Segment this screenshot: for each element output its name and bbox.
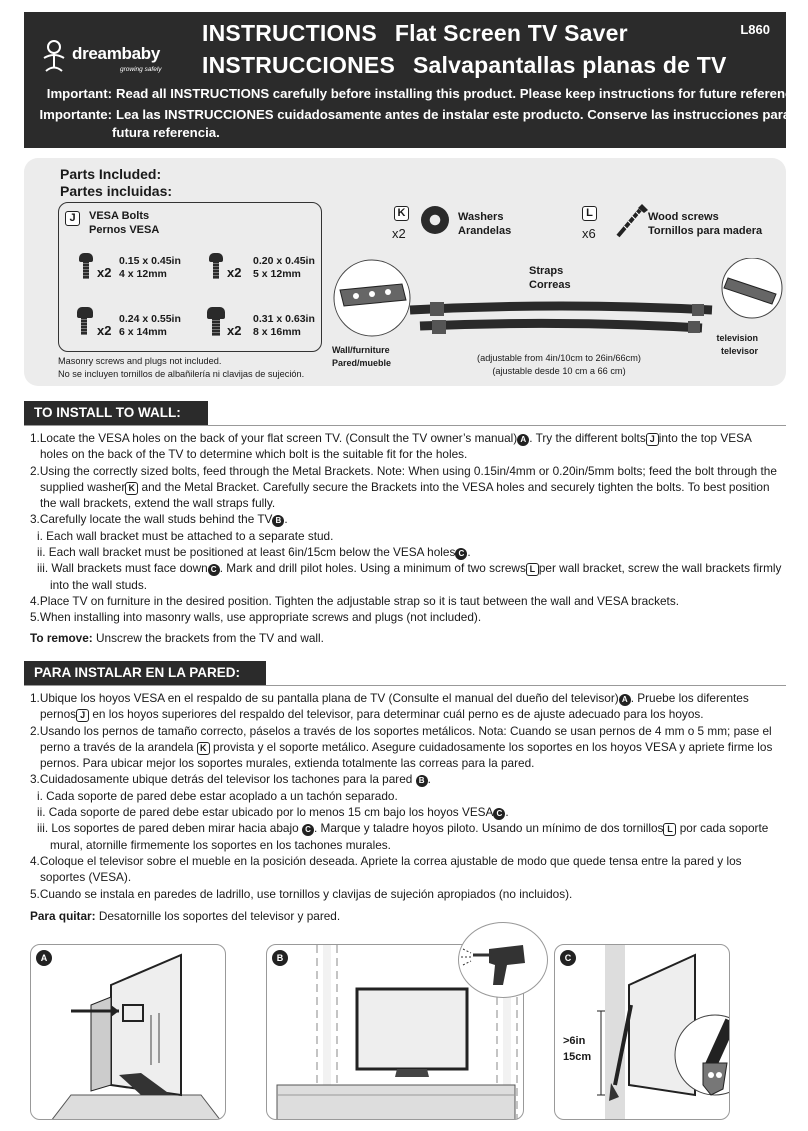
paso-5: 5.Cuando se instala en paredes de ladrillo, use tornillos y clavijas de sujeción apropiados (no incluidos).: [30, 886, 573, 901]
wall-label-es: Pared/mueble: [332, 358, 392, 368]
bolt-size-in: 0.15 x 0.45in: [119, 255, 181, 267]
remove-note: [30, 630, 782, 646]
paso-1: [30, 690, 782, 723]
parts-title-es: Partes incluidas:: [60, 183, 173, 199]
paso-3-iii-text: . Marque y taladre hoyos piloto. Usando un mínimo de dos tornillos: [313, 821, 664, 836]
screws-qty: x6: [582, 226, 596, 241]
measurement-cm: 15cm: [563, 1051, 592, 1063]
washers-name: [458, 210, 511, 238]
section-heading-es: PARA INSTALAR EN LA PARED:: [24, 661, 266, 685]
paso-3-i: i. Cada soporte de pared debe estar acoplado a un tachón separado.: [37, 788, 398, 803]
step-3: 3.Carefully locate the wall studs behind the TV B .: [30, 512, 288, 527]
step-3-ii-text: ii. Each wall bracket must be positioned at least 6in/15cm below the VESA holes: [37, 545, 456, 560]
step-3-iii: [30, 560, 782, 593]
title-en-sub: Flat Screen TV Saver: [394, 20, 628, 46]
step-3-ii: ii. Each wall bracket must be positioned at least 6in/15cm below the VESA holes C .: [37, 545, 471, 560]
strap-adjust-note: [444, 352, 674, 378]
wall-label: [332, 344, 391, 370]
tv-label-es: televisor: [720, 346, 758, 356]
bolt-icon: [77, 307, 91, 333]
paso-2-text: provista y el soporte metálico. Asegure cuidadosamente los soportes en los hoyos VESA y apriete firme los pernos. Para ubicar mejor los soportes murales, extienda totalmente las correas para la pared.: [40, 739, 773, 771]
ref-k-icon: K: [197, 742, 210, 755]
parts-note-en: Masonry screws and plugs not included.: [58, 356, 222, 366]
figure-c: [554, 944, 730, 1120]
paso-4: 4.Coloque el televisor sobre el mueble en la posición deseada. Apriete la correa ajustable de modo que quede tensa entre la pared y los soportes (VESA).: [30, 853, 742, 885]
step-3-iii-text: . Mark and drill pilot holes. Using a minimum of two screws: [219, 561, 526, 576]
bolt-qty: x2: [97, 323, 112, 338]
title-es-sub: Salvapantallas planas de TV: [413, 52, 727, 78]
paso-1-text: 1.Ubique los hoyos VESA en el respaldo de su pantalla plana de TV (Consulte el manual del dueño del televisor): [30, 691, 619, 705]
paso-3-iii-text: iii. Los soportes de pared deben mirar hacia abajo: [37, 821, 299, 836]
bolt-size-in: 0.24 x 0.55in: [119, 313, 181, 325]
remove-text: Unscrew the brackets from the TV and wall.: [96, 630, 324, 645]
ref-b-icon: B: [416, 775, 428, 787]
step-1-text: into the top VESA holes on the back of the TV to determine which bolt is the suitable fit for the holes.: [40, 431, 752, 462]
washers-name-es: Arandelas: [458, 225, 512, 237]
bolt-size-mm: 4 x 12mm: [119, 268, 167, 280]
bolt-size-mm: 5 x 12mm: [253, 268, 301, 280]
remove-text-es: Desatornille los soportes del televisor y pared.: [98, 908, 341, 923]
paso-3: 3.Cuidadosamente ubique detrás del televisor los tachones para la pared B .: [30, 772, 431, 787]
parts-title: [60, 166, 172, 200]
step-3-iii-text: iii. Wall brackets must face down: [37, 561, 208, 576]
screws-name-en: Wood screws: [648, 211, 719, 223]
ref-c-icon: C: [455, 548, 467, 560]
tv-label-en: television: [716, 333, 758, 343]
part-letter-k: K: [394, 206, 409, 221]
bolt-qty: x2: [227, 323, 242, 338]
step-1-text: . Try the different bolts: [529, 431, 646, 445]
ref-c-icon: C: [302, 824, 314, 836]
ref-j-icon: J: [646, 433, 659, 446]
paso-3-iii: [30, 820, 782, 853]
important-es-label: Importante:: [39, 107, 112, 122]
bolt-icon: [79, 253, 93, 279]
step-2-text: and the Metal Bracket. Carefully secure the Brackets into the VESA holes and securely tighten the bolts. To best position the wall brackets, extend the wall straps fully.: [40, 479, 770, 511]
paso-2-text: 2.Usando los pernos de tamaño correcto, páselos a través de los soportes metálicos. Nota: Cuando se usan pernos de 4 mm o 5 mm; pase el perno a través de la arandela: [30, 723, 772, 754]
ref-b-icon: B: [272, 515, 284, 527]
remove-label: To remove:: [30, 630, 93, 645]
ref-c-icon: C: [208, 564, 220, 576]
vesa-bolts-box: [58, 202, 322, 352]
ref-k-icon: K: [125, 482, 138, 495]
bolt-size-in: 0.20 x 0.45in: [253, 255, 315, 267]
step-2: [30, 463, 782, 512]
step-1-text: 1.Locate the VESA holes on the back of your flat screen TV. (Consult the TV owner’s manual): [30, 431, 518, 445]
wood-screw-icon: [614, 200, 650, 240]
important-en-text: Read all INSTRUCTIONS carefully before installing this product. Please keep instructions for future reference.: [116, 86, 804, 101]
figure-c-label: C: [560, 950, 576, 966]
tv-label: [716, 332, 758, 358]
step-4: 4.Place TV on furniture in the desired position. Tighten the adjustable strap so it is taut between the wall and VESA brackets.: [30, 593, 679, 608]
remove-label-es: Para quitar:: [30, 908, 96, 923]
step-3-i: i. Each wall bracket must be attached to a separate stud.: [37, 528, 334, 543]
straps-name-en: Straps: [529, 265, 564, 277]
important-es: [32, 107, 790, 122]
vesa-bolts-name-en: VESA Bolts: [89, 210, 150, 222]
figure-a-label: A: [36, 950, 52, 966]
step-3-iii-text: per wall bracket, screw the wall brackets firmly into the wall studs.: [50, 561, 782, 592]
important-en-label: Important:: [46, 86, 112, 101]
title-es-main: INSTRUCCIONES: [202, 52, 396, 78]
title-en: [202, 20, 628, 47]
washer-icon: [421, 206, 449, 234]
step-2-text: 2.Using the correctly sized bolts, feed through the Metal Brackets. Note: When using 0.15in/4mm or 0.20in/5mm bolts; feed the bolt through the supplied washer: [30, 463, 777, 494]
screws-name-es: Tornillos para madera: [648, 225, 763, 237]
bolt-size-in: 0.31 x 0.63in: [253, 313, 315, 325]
instructions-en: [30, 430, 782, 646]
bolt-icon: [207, 307, 221, 333]
wall-label-en: Wall/furniture: [332, 345, 390, 355]
paso-3-text: 3.Cuidadosamente ubique detrás del televisor los tachones para la pared: [30, 772, 413, 787]
header-banner: [24, 12, 804, 148]
ref-a-icon: A: [517, 434, 529, 446]
ref-j-icon: J: [76, 709, 89, 722]
screws-name: [648, 210, 762, 238]
paso-1-text: . Pruebe los diferentes pernos: [40, 691, 749, 722]
parts-title-en: Parts Included:: [60, 166, 162, 182]
bolt-size: [253, 313, 315, 339]
product-code: L860: [740, 22, 770, 37]
dreambaby-logo: [38, 36, 188, 86]
part-letter-l: L: [582, 206, 597, 221]
ref-a-icon: A: [619, 694, 631, 706]
important-es-text-1: Lea las INSTRUCCIONES cuidadosamente antes de instalar este producto. Conserve las instrucciones para: [116, 107, 791, 122]
bolt-icon: [209, 253, 223, 279]
important-en: [32, 86, 803, 101]
divider: [24, 685, 786, 686]
bolt-size: [119, 313, 181, 339]
divider: [24, 425, 786, 426]
vesa-bolts-name: [89, 209, 159, 237]
step-5: 5.When installing into masonry walls, use appropriate screws and plugs (not included).: [30, 610, 482, 625]
step-1: [30, 430, 782, 463]
brand-name: dreambaby: [72, 44, 161, 63]
figure-a: [30, 944, 226, 1120]
strap-adjust-en: (adjustable from 4in/10cm to 26in/66cm): [477, 353, 641, 363]
bolt-qty: x2: [227, 265, 242, 280]
brand-tagline: growing safely: [120, 66, 162, 73]
measurement-label: [563, 1033, 591, 1065]
section-heading-en: TO INSTALL TO WALL:: [24, 401, 208, 425]
part-letter-j: J: [65, 211, 80, 226]
drill-icon: [458, 922, 548, 998]
ref-l-icon: L: [663, 823, 676, 836]
step-3-text: 3.Carefully locate the wall studs behind the TV: [30, 512, 273, 527]
tv-back-illustration: [31, 945, 226, 1120]
paso-3-ii: ii. Cada soporte de pared debe estar ubicado por lo menos 15 cm bajo los hoyos VESA C .: [37, 805, 509, 820]
parts-panel: [24, 158, 786, 386]
paso-3-ii-text: ii. Cada soporte de pared debe estar ubicado por lo menos 15 cm bajo los hoyos VESA: [37, 805, 494, 820]
bolt-size-mm: 6 x 14mm: [119, 326, 167, 338]
vesa-bolts-name-es: Pernos VESA: [89, 224, 160, 236]
parts-note-es: No se incluyen tornillos de albañilería ni clavijas de sujeción.: [58, 369, 305, 379]
bolt-size: [253, 255, 315, 281]
bolt-size: [119, 255, 181, 281]
straps-name-es: Correas: [529, 279, 571, 291]
title-es: [202, 52, 727, 79]
bolt-size-mm: 8 x 16mm: [253, 326, 301, 338]
washers-name-en: Washers: [458, 211, 504, 223]
strap-adjust-es: (ajustable desde 10 cm a 66 cm): [492, 366, 626, 376]
flower-logo-icon: [38, 38, 70, 74]
instructions-es: [30, 690, 782, 924]
important-es-text-2: futura referencia.: [112, 125, 220, 140]
figure-b-label: B: [272, 950, 288, 966]
title-en-main: INSTRUCTIONS: [202, 20, 377, 46]
measurement-in: >6in: [563, 1035, 586, 1047]
bolt-qty: x2: [97, 265, 112, 280]
paso-2: [30, 723, 782, 772]
parts-note: [58, 355, 304, 381]
ref-l-icon: L: [526, 563, 539, 576]
paso-1-text: en los hoyos superiores del respaldo del televisor, para determinar cuál perno es de ajuste adecuado para los hoyos.: [92, 707, 704, 722]
washers-qty: x2: [392, 226, 406, 241]
remove-note-es: [30, 908, 782, 924]
paso-3-iii-text: por cada soporte mural, atornille firmemente los soportes en los tachones murales.: [50, 821, 769, 852]
ref-c-icon: C: [493, 808, 505, 820]
